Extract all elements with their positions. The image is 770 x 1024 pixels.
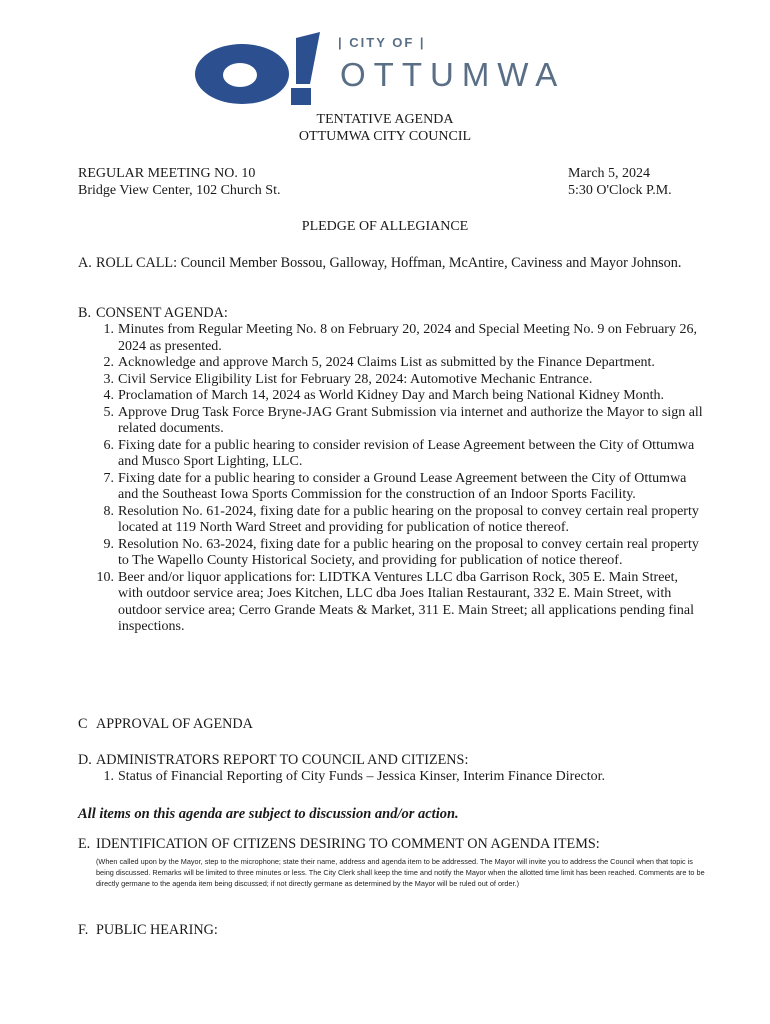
agenda-title: TENTATIVE AGENDA	[316, 112, 454, 127]
discussion-notice: All items on this agenda are subject to discussion and/or action.	[78, 806, 459, 822]
consent-items-list	[96, 322, 706, 636]
comment-rules-text: (When called upon by the Mayor, step to the microphone; state their name, address and agenda item to be addressed. The Mayor will invite you to address the Council when that topic is being discussed. Remarks will be limited to three minutes or less. The City Clerk shall keep the time and notify the Mayor when the allotted time limit has been reached. Comments are to be directly germane to the agenda item being discussed; if not directly germane as determined by the Mayor will be ruled out of order.)	[96, 857, 705, 888]
section-approval-of-agenda	[78, 716, 698, 733]
list-item: 10. Beer and/or liquor applications for: LIDTKA Ventures LLC dba Garrison Rock, 305 E. Main Street, with outdoor service area; Joes Kitchen, LLC dba Joes Italian Restaurant, 332 E. Main Street, with outdoor service area; Cerro Grande Meats & Market, 311 E. Main Street; all applications pending final inspections.	[96, 569, 695, 634]
list-item: 4. Proclamation of March 14, 2024 as World Kidney Day and March being National Kidney Month.	[103, 388, 665, 403]
meeting-number: REGULAR MEETING NO. 10	[78, 166, 256, 181]
consent-agenda-heading: CONSENT AGENDA:	[96, 305, 228, 321]
section-citizen-comments	[78, 836, 698, 853]
council-title: OTTUMWA CITY COUNCIL	[298, 129, 472, 144]
list-item: 1. Minutes from Regular Meeting No. 8 on February 20, 2024 and Special Meeting No. 9 on February 26, 2024 as presented.	[103, 322, 697, 354]
public-hearing-heading: PUBLIC HEARING:	[96, 922, 218, 938]
meeting-location: Bridge View Center, 102 Church St.	[78, 183, 281, 198]
section-letter: D.	[78, 752, 92, 768]
list-item: 2. Acknowledge and approve March 5, 2024 Claims List as submitted by the Finance Department.	[103, 355, 655, 370]
o-exclamation-icon	[192, 28, 342, 108]
list-item: 9. Resolution No. 63-2024, fixing date for a public hearing on the proposal to convey certain real property to The Wapello County Historical Society, and providing for publication of notice thereof.	[103, 536, 699, 568]
list-item: 5. Approve Drug Task Force Bryne-JAG Grant Submission via internet and authorize the Mayor to sign all related documents.	[103, 404, 703, 436]
section-roll-call	[78, 255, 698, 272]
logo-ottumwa-text: OTTUMWA	[340, 56, 566, 93]
section-consent-agenda	[78, 305, 698, 322]
list-item: 3. Civil Service Eligibility List for February 28, 2024: Automotive Mechanic Entrance.	[103, 371, 593, 387]
section-letter: E.	[78, 836, 91, 852]
section-letter: B.	[78, 305, 92, 321]
city-logo	[192, 28, 592, 108]
section-letter: C	[78, 716, 88, 732]
list-item: 8. Resolution No. 61-2024, fixing date for a public hearing on the proposal to convey certain real property located at 119 North Ward Street and providing for publication of notice thereof.	[103, 503, 699, 535]
meeting-time: 5:30 O'Clock P.M.	[568, 183, 672, 198]
section-letter: A.	[78, 255, 92, 271]
pledge-heading: PLEDGE OF ALLEGIANCE	[301, 219, 469, 234]
logo-city-of-text: | CITY OF |	[338, 35, 426, 50]
list-item: 7. Fixing date for a public hearing to consider a Ground Lease Agreement between the City of Ottumwa and the Southeast Iowa Sports Commission for the construction of an Indoor Sports Facility.	[103, 470, 687, 502]
citizen-comments-heading: IDENTIFICATION OF CITIZENS DESIRING TO COMMENT ON AGENDA ITEMS:	[96, 836, 600, 852]
administrators-heading: ADMINISTRATORS REPORT TO COUNCIL AND CITIZENS:	[96, 752, 469, 768]
list-item: 6. Fixing date for a public hearing to consider revision of Lease Agreement between the City of Ottumwa and Musco Sport Lighting, LLC.	[103, 437, 695, 469]
section-letter: F.	[78, 922, 89, 938]
roll-call-text: ROLL CALL: Council Member Bossou, Galloway, Hoffman, McAntire, Caviness and Mayor Johnson.	[96, 255, 682, 271]
list-item: 1. Status of Financial Reporting of City Funds – Jessica Kinser, Interim Finance Director.	[103, 769, 606, 784]
section-administrators-report	[78, 752, 698, 769]
admin-items-list	[96, 769, 706, 786]
meeting-date: March 5, 2024	[568, 166, 651, 181]
approval-heading: APPROVAL OF AGENDA	[96, 716, 253, 732]
section-public-hearing	[78, 922, 698, 939]
